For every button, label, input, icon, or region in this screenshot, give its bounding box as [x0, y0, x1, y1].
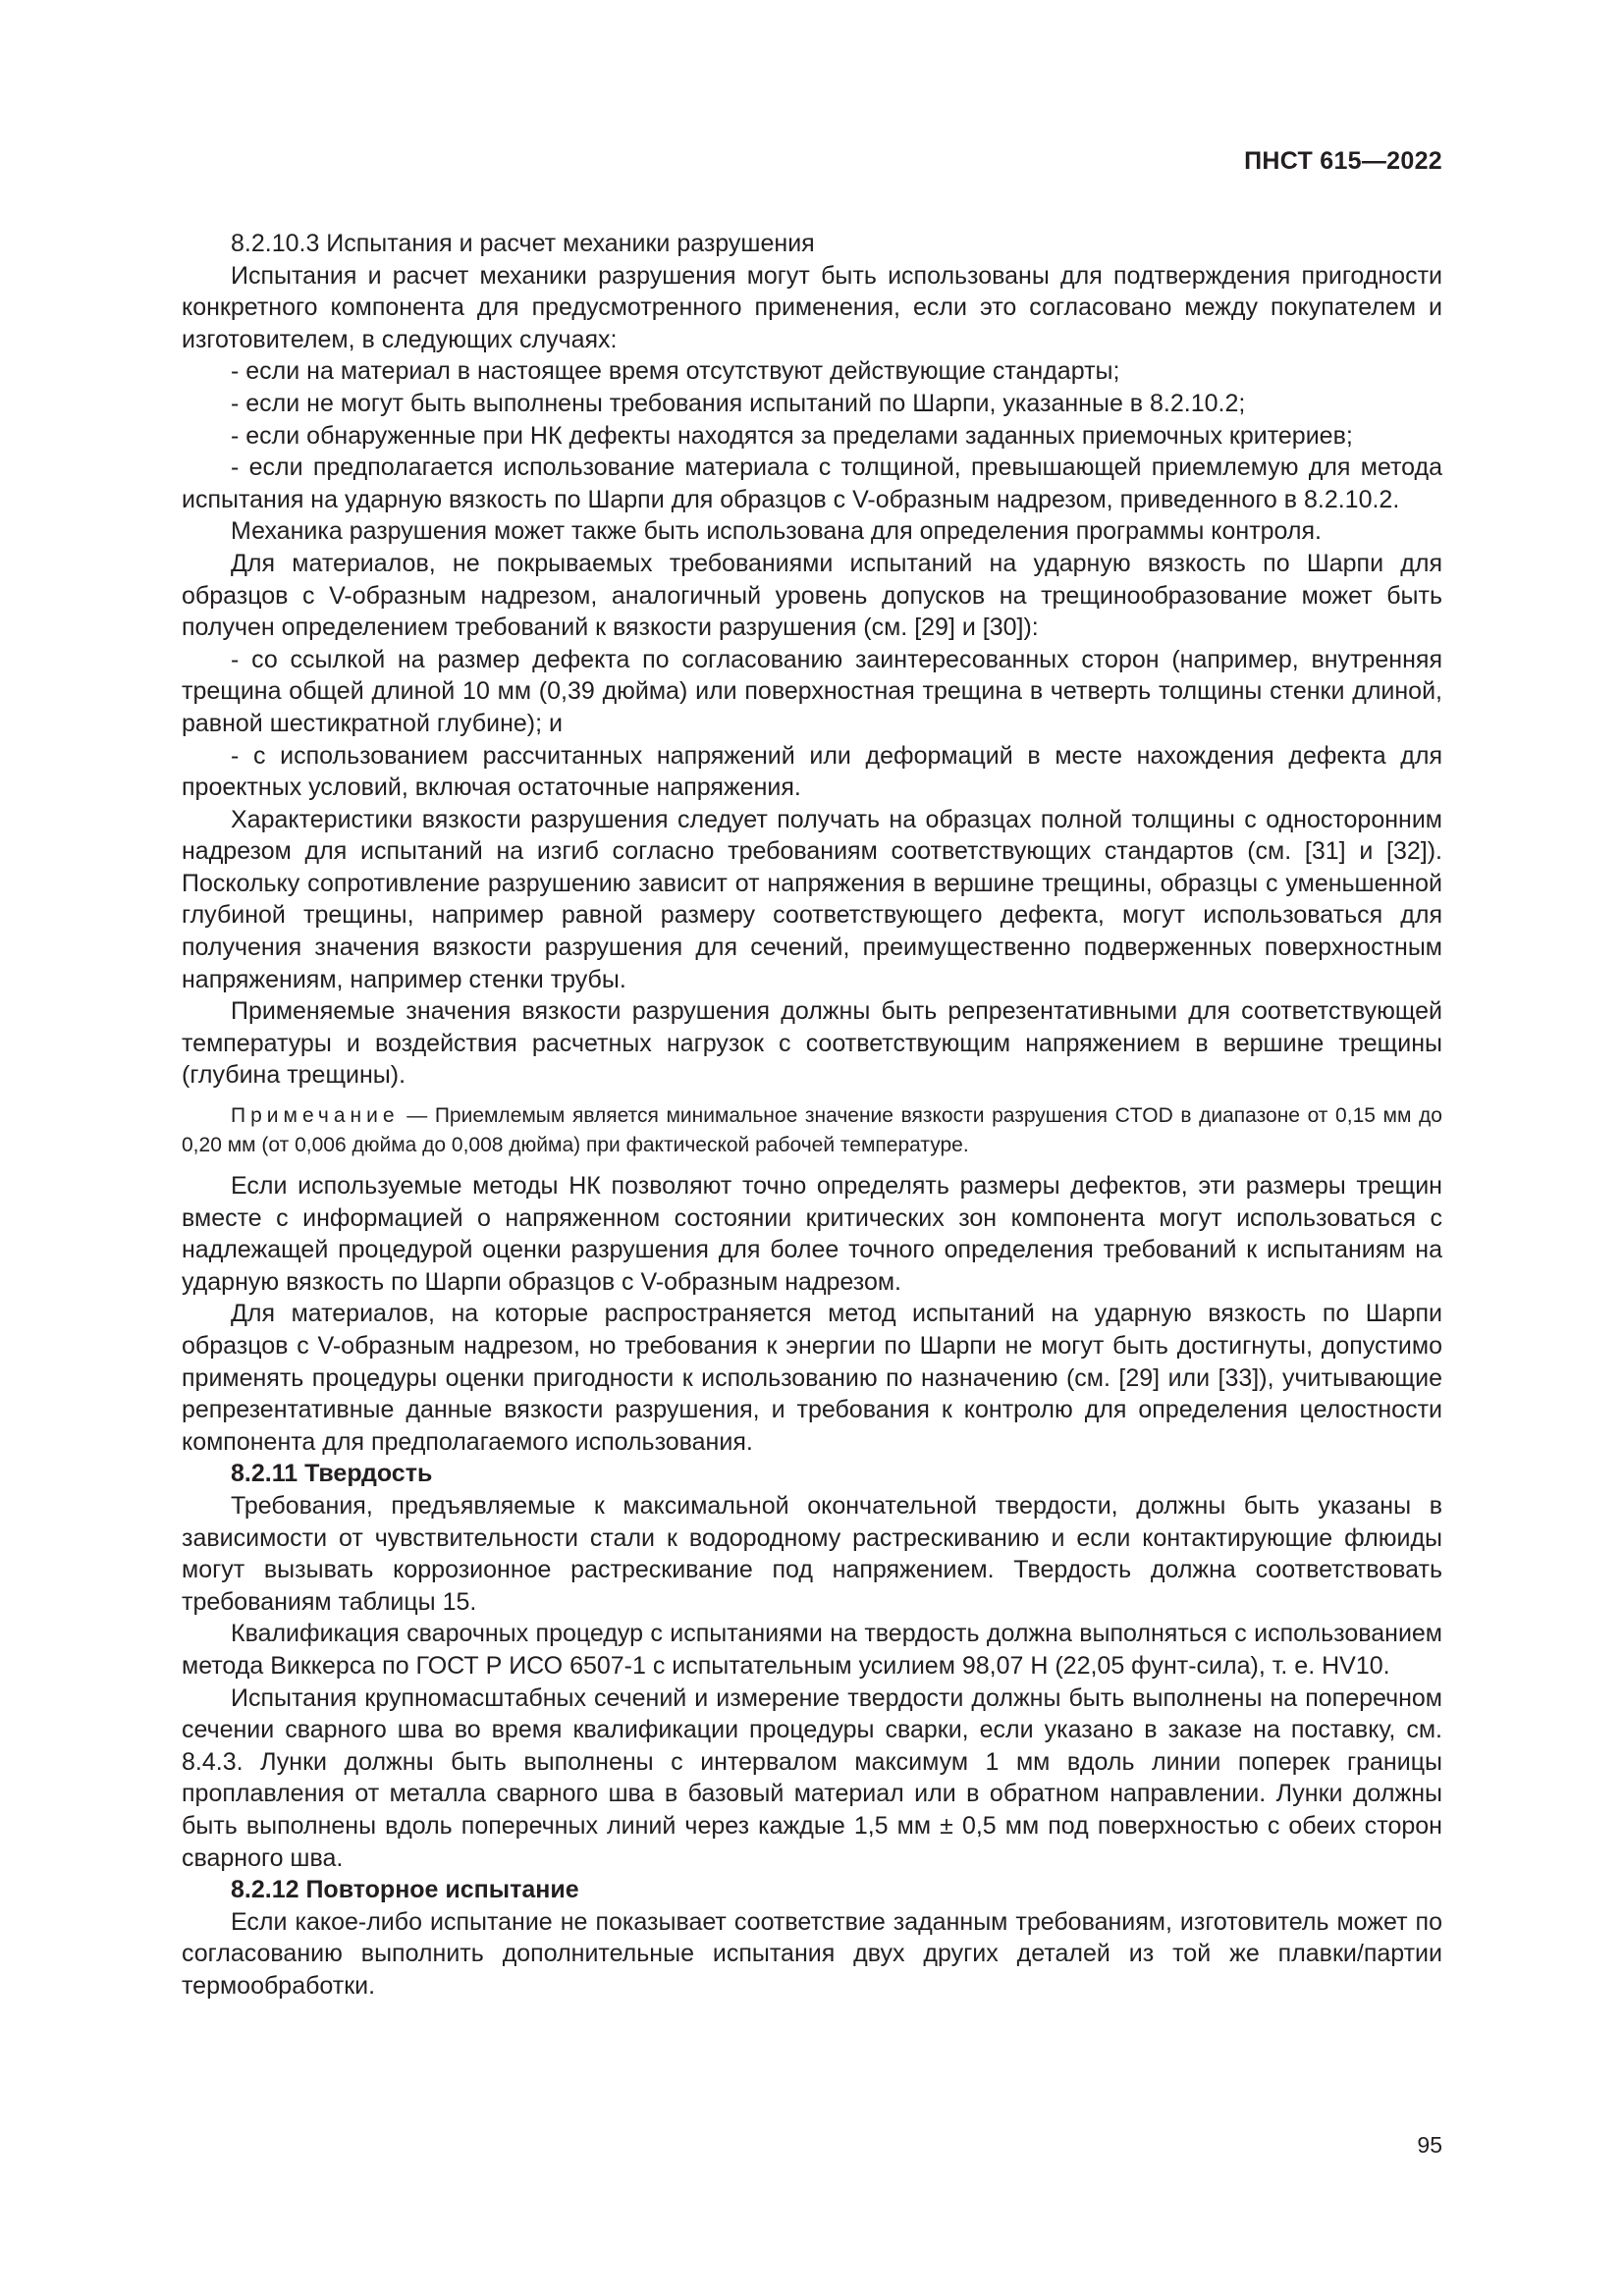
paragraph: Если используемые методы НК позволяют точно определять размеры дефектов, эти размеры трещин вместе с информацией о напряженном состоянии критических зон компонента могут использоваться с надлежащей процедурой оценки разрушения для более точного определения требований к испытаниям на ударную вязкость по Шарпи образцов с V-образным надрезом. [182, 1172, 1442, 1296]
note-text: — Приемлемым является минимальное значение вязкости разрушения CTOD в диапазоне от 0,15 мм до 0,20 мм (от 0,006 дюйма до 0,008 дюйма) при фактической рабочей температуре. [182, 1104, 1442, 1157]
paragraph: Применяемые значения вязкости разрушения должны быть репрезентативными для соответствующей температуры и воздействия расчетных нагрузок с соответствующим напряжением в вершине трещины (глубина трещины). [182, 997, 1442, 1090]
paragraph: Если какое-либо испытание не показывает соответствие заданным требованиям, изготовитель может по согласованию выполнить дополнительные испытания двух других деталей из той же плавки/партии термообработки. [182, 1907, 1442, 2000]
section-heading-8-2-10-3: 8.2.10.3 Испытания и расчет механики разрушения [231, 230, 815, 257]
paragraph: Испытания и расчет механики разрушения могут быть использованы для подтверждения пригодности конкретного компонента для предусмотренного применения, если это согласовано между покупателем и изготовителем, в следующих случаях: [182, 261, 1442, 353]
page-number: 95 [1417, 2132, 1442, 2158]
list-item: - если не могут быть выполнены требования испытаний по Шарпи, указанные в 8.2.10.2; [231, 389, 1246, 417]
list-item: - со ссылкой на размер дефекта по согласованию заинтересованных сторон (например, внутренняя трещина общей длиной 10 мм (0,39 дюйма) или поверхностная трещина в четверть толщины стенки длиной, равной шестикратной глубине); и [182, 645, 1442, 737]
paragraph: Квалификация сварочных процедур с испытаниями на твердость должна выполняться с использованием метода Виккерса по ГОСТ Р ИСО 6507-1 с испытательным усилием 98,07 Н (22,05 фунт-сила), т. е. HV10. [182, 1620, 1442, 1680]
list-item: - с использованием рассчитанных напряжений или деформаций в месте нахождения дефекта для проектных условий, включая остаточные напряжения. [182, 741, 1442, 802]
list-item: - если предполагается использование материала с толщиной, превышающей приемлемую для метода испытания на ударную вязкость по Шарпи для образцов с V-образным надрезом, приведенного в 8.2.10.2. [182, 454, 1442, 513]
paragraph: Механика разрушения может также быть использована для определения программы контроля. [231, 517, 1322, 546]
document-body [182, 228, 1442, 2002]
paragraph: Характеристики вязкости разрушения следует получать на образцах полной толщины с односторонним надрезом для испытаний на изгиб согласно требованиям соответствующих стандартов (см. [31] и [32]). Поскольку сопротивление разрушению зависит от напряжения в вершине трещины, образцы с уменьшенной глубиной трещины, например равной размеру соответствующего дефекта, могут использоваться для получения значения вязкости разрушения для сечений, преимущественно подверженных поверхностным напряжениям, например стенки трубы. [182, 805, 1442, 993]
section-heading-8-2-11: 8.2.11 Твердость [231, 1460, 433, 1488]
note [182, 1101, 1442, 1160]
paragraph: Для материалов, не покрываемых требованиями испытаний на ударную вязкость по Шарпи для образцов с V-образным надрезом, аналогичный уровень допусков на трещинообразование может быть получен определением требований к вязкости разрушения (см. [29] и [30]): [182, 549, 1442, 642]
note-label: Примечание [231, 1104, 400, 1128]
paragraph: Требования, предъявляемые к максимальной окончательной твердости, должны быть указаны в зависимости от чувствительности стали к водородному растрескиванию и если контактирующие флюиды могут вызывать коррозионное растрескивание под напряжением. Твердость должна соответствовать требованиям таблицы 15. [182, 1491, 1442, 1616]
list-item: - если на материал в настоящее время отсутствуют действующие стандарты; [231, 357, 1120, 386]
document-header-id: ПНСТ 615—2022 [1244, 147, 1442, 175]
paragraph: Для материалов, на которые распространяется метод испытаний на ударную вязкость по Шарпи образцов с V-образным надрезом, но требования к энергии по Шарпи не могут быть достигнуты, допустимо применять процедуры оценки пригодности к использованию по назначению (см. [29] или [33]), учитывающие репрезентативные данные вязкости разрушения, и требования к контролю для определения целостности компонента для предполагаемого использования. [182, 1300, 1442, 1456]
list-item: - если обнаруженные при НК дефекты находятся за пределами заданных приемочных критериев; [231, 421, 1353, 450]
paragraph: Испытания крупномасштабных сечений и измерение твердости должны быть выполнены на поперечном сечении сварного шва во время квалификации процедуры сварки, если указано в заказе на поставку, см. 8.4.3. Лунки должны быть выполнены с интервалом максимум 1 мм вдоль линии поперек границы проплавления от металла сварного шва в базовый материал или в обратном направлении. Лунки должны быть выполнены вдоль поперечных линий через каждые 1,5 мм ± 0,5 мм под поверхностью с обеих сторон сварного шва. [182, 1683, 1442, 1872]
section-heading-8-2-12: 8.2.12 Повторное испытание [231, 1876, 579, 1904]
